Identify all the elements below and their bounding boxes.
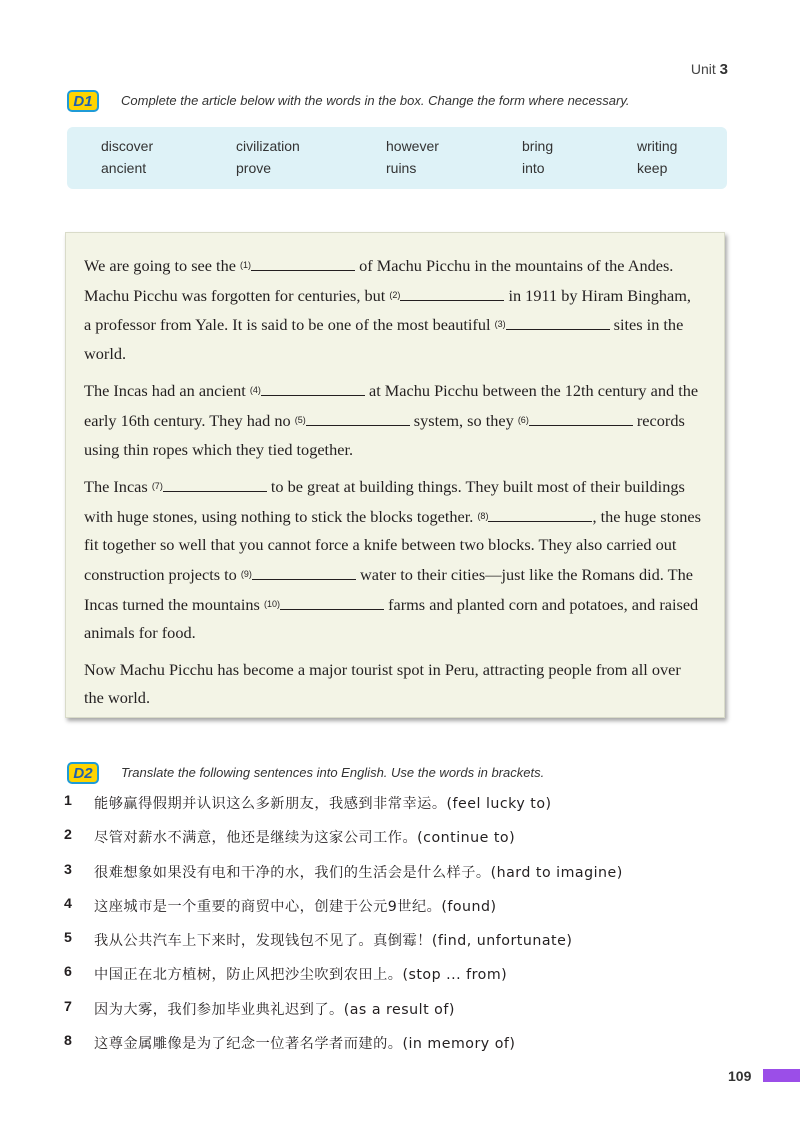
article-text: We are going to see the bbox=[84, 256, 236, 275]
article-text: farms and planted corn and potatoes, and raised animals for food. bbox=[84, 594, 699, 643]
blank-number-7: (7) bbox=[151, 481, 163, 492]
article-text: The Incas had an ancient bbox=[84, 381, 246, 401]
article-text: water to their cities—just like the Romans did. The Incas turned the mountains bbox=[84, 564, 693, 614]
list-item bbox=[64, 964, 744, 998]
blank-number-3: (3) bbox=[494, 319, 506, 330]
item-text: 尽管对薪水不满意，他还是继续为这家公司工作。(continue to) bbox=[94, 830, 516, 847]
article-text: records using thin ropes which they tied together. bbox=[84, 410, 685, 459]
item-number: 8 bbox=[64, 1033, 72, 1050]
word-item: keep bbox=[637, 160, 668, 176]
blank-number-6: (6) bbox=[517, 414, 529, 425]
blank-9[interactable] bbox=[252, 565, 356, 580]
blank-4[interactable] bbox=[261, 381, 365, 396]
word-item: discover bbox=[101, 138, 154, 154]
article-text: at Machu Picchu between the 12th century and the early 16th century. They had no bbox=[84, 381, 699, 430]
unit-label bbox=[691, 61, 728, 78]
word-item: into bbox=[522, 160, 545, 176]
article-text: of Machu Picchu in the mountains of the Andes. Machu Picchu was forgotten for centuries, but bbox=[84, 256, 674, 305]
blank-7[interactable] bbox=[163, 477, 267, 492]
article-paragraph-1 bbox=[84, 251, 702, 368]
word-item: however bbox=[386, 138, 439, 154]
d1-badge: D1 bbox=[67, 90, 99, 112]
article-text: , the huge stones fit together so well that you cannot force a knife between two blocks. They also carried out construction projects to bbox=[84, 506, 701, 584]
item-number: 2 bbox=[64, 827, 72, 844]
item-text: 中国正在北方植树，防止风把沙尘吹到农田上。(stop ... from) bbox=[94, 967, 508, 984]
article-text: The Incas bbox=[84, 477, 148, 497]
article-text: in 1911 by Hiram Bingham, a professor from Yale. It is said to be one of the most beautiful bbox=[84, 285, 691, 335]
item-number: 3 bbox=[64, 861, 72, 878]
d1-instruction: Complete the article below with the words in the box. Change the form where necessary. bbox=[121, 93, 630, 108]
item-number: 6 bbox=[64, 964, 72, 981]
item-text: 我从公共汽车上下来时，发现钱包不见了。真倒霉！(find, unfortunate) bbox=[94, 933, 573, 950]
list-item bbox=[64, 827, 744, 861]
item-number: 4 bbox=[64, 895, 72, 912]
list-item bbox=[64, 1033, 744, 1067]
blank-1[interactable] bbox=[251, 256, 355, 271]
item-number: 1 bbox=[64, 793, 72, 809]
list-item bbox=[64, 930, 744, 964]
blank-5[interactable] bbox=[306, 411, 410, 426]
blank-number-1: (1) bbox=[240, 260, 252, 270]
d2-badge: D2 bbox=[67, 762, 99, 784]
blank-2[interactable] bbox=[400, 286, 504, 301]
word-item: prove bbox=[236, 160, 272, 176]
article-text: to be great at building things. They built most of their buildings with huge stones, using nothing to stick the blocks together. bbox=[84, 477, 685, 526]
article-paragraph-4: Now Machu Picchu has become a major tourist spot in Peru, attracting people from all over the world. bbox=[84, 659, 681, 708]
blank-number-4: (4) bbox=[249, 385, 261, 396]
blank-6[interactable] bbox=[529, 411, 633, 426]
page-number: 109 bbox=[728, 1068, 752, 1084]
blank-number-10: (10) bbox=[263, 598, 280, 609]
item-number: 7 bbox=[64, 998, 72, 1015]
blank-10[interactable] bbox=[280, 595, 384, 610]
word-item: ancient bbox=[101, 160, 147, 176]
blank-3[interactable] bbox=[506, 315, 610, 330]
list-item bbox=[64, 999, 744, 1033]
list-item bbox=[64, 862, 744, 896]
list-item bbox=[64, 896, 744, 930]
item-text: 这尊金属雕像是为了纪念一位著名学者而建的。(in memory of) bbox=[94, 1036, 516, 1053]
blank-number-8: (8) bbox=[477, 510, 489, 521]
blank-8[interactable] bbox=[488, 507, 592, 522]
d2-instruction: Translate the following sentences into English. Use the words in brackets. bbox=[121, 765, 545, 780]
article-text: system, so they bbox=[413, 410, 514, 430]
item-text: 能够赢得假期并认识这么多新朋友，我感到非常幸运。(feel lucky to) bbox=[94, 796, 552, 812]
article-paragraph-2 bbox=[84, 376, 702, 464]
word-item: bring bbox=[522, 138, 554, 154]
list-item bbox=[64, 793, 744, 827]
word-box bbox=[67, 127, 727, 189]
article-text: sites in the world. bbox=[84, 315, 684, 363]
word-item: civilization bbox=[236, 138, 300, 154]
translation-list bbox=[64, 793, 744, 1067]
unit-number: 3 bbox=[719, 61, 728, 78]
word-item: writing bbox=[637, 138, 678, 154]
article-paragraph-3 bbox=[84, 472, 702, 648]
item-text: 这座城市是一个重要的商贸中心，创建于公元9世纪。(found) bbox=[94, 898, 497, 915]
item-number: 5 bbox=[64, 930, 72, 947]
unit-word: Unit bbox=[690, 61, 716, 77]
article-box bbox=[65, 232, 725, 718]
item-text: 因为大雾，我们参加毕业典礼迟到了。(as a result of) bbox=[94, 1001, 455, 1018]
blank-number-2: (2) bbox=[389, 289, 401, 300]
item-text: 很难想象如果没有电和干净的水，我们的生活会是什么样子。(hard to imagine) bbox=[94, 864, 623, 881]
word-item: ruins bbox=[386, 160, 417, 176]
blank-number-5: (5) bbox=[294, 414, 306, 425]
blank-number-9: (9) bbox=[240, 568, 252, 579]
page-accent-bar bbox=[763, 1069, 800, 1082]
